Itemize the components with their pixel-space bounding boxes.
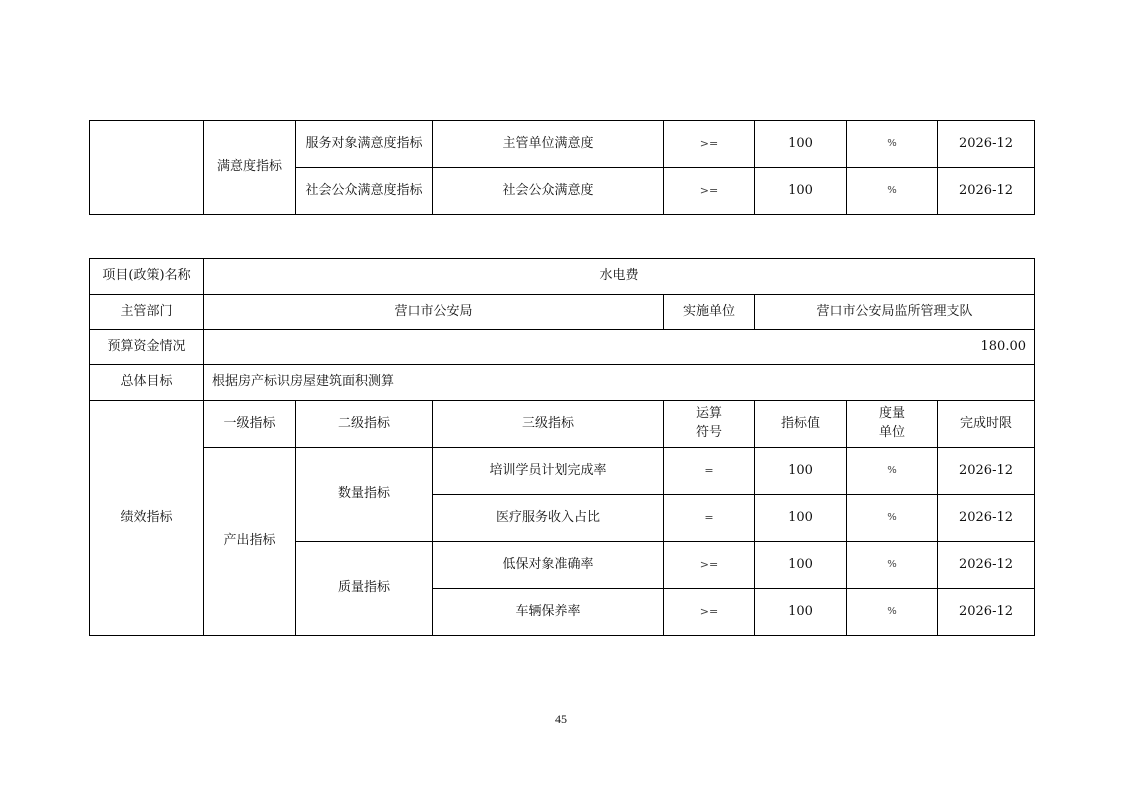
level2-indicator: 服务对象满意度指标 bbox=[296, 121, 433, 168]
satisfaction-indicator-table bbox=[89, 120, 1035, 215]
unit-cell: % bbox=[847, 168, 938, 215]
goal-value: 根据房产标识房屋建筑面积测算 bbox=[204, 365, 1035, 401]
value-cell: 100 bbox=[755, 448, 847, 495]
deadline-cell: 2026-12 bbox=[938, 168, 1035, 215]
operator-cell: >= bbox=[664, 168, 755, 215]
unit-cell: % bbox=[847, 542, 938, 589]
dept-label: 主管部门 bbox=[90, 295, 204, 330]
header-operator-line1: 运算 bbox=[695, 406, 722, 422]
operator-cell: >= bbox=[664, 589, 755, 636]
header-level3: 三级指标 bbox=[433, 401, 664, 448]
header-unit-line1: 度量 bbox=[878, 406, 905, 422]
level3-indicator: 医疗服务收入占比 bbox=[433, 495, 664, 542]
level2-indicator: 质量指标 bbox=[296, 542, 433, 636]
unit-cell: % bbox=[847, 448, 938, 495]
page-number: 45 bbox=[555, 712, 567, 726]
impl-unit-label: 实施单位 bbox=[664, 295, 755, 330]
project-name-label: 项目(政策)名称 bbox=[90, 259, 204, 295]
level3-indicator: 培训学员计划完成率 bbox=[433, 448, 664, 495]
header-unit-line2: 单位 bbox=[878, 425, 905, 440]
header-level1: 一级指标 bbox=[204, 401, 296, 448]
level3-indicator: 低保对象准确率 bbox=[433, 542, 664, 589]
deadline-cell: 2026-12 bbox=[938, 121, 1035, 168]
budget-value: 180.00 bbox=[204, 330, 1035, 365]
level2-indicator: 社会公众满意度指标 bbox=[296, 168, 433, 215]
budget-label: 预算资金情况 bbox=[90, 330, 204, 365]
performance-label: 绩效指标 bbox=[90, 401, 204, 636]
operator-cell: = bbox=[664, 495, 755, 542]
deadline-cell: 2026-12 bbox=[938, 495, 1035, 542]
project-performance-table bbox=[89, 258, 1035, 636]
level1-indicator: 满意度指标 bbox=[204, 121, 296, 215]
level1-indicator: 产出指标 bbox=[204, 448, 296, 636]
level3-indicator: 车辆保养率 bbox=[433, 589, 664, 636]
value-cell: 100 bbox=[755, 542, 847, 589]
header-deadline: 完成时限 bbox=[938, 401, 1035, 448]
dept-value: 营口市公安局 bbox=[204, 295, 664, 330]
value-cell: 100 bbox=[755, 121, 847, 168]
goal-label: 总体目标 bbox=[90, 365, 204, 401]
header-operator-line2: 符号 bbox=[695, 425, 722, 440]
operator-cell: >= bbox=[664, 542, 755, 589]
header-level2: 二级指标 bbox=[296, 401, 433, 448]
value-cell: 100 bbox=[755, 589, 847, 636]
project-name-value: 水电费 bbox=[204, 259, 1035, 295]
header-unit bbox=[847, 401, 938, 448]
operator-cell: = bbox=[664, 448, 755, 495]
impl-unit-value: 营口市公安局监所管理支队 bbox=[755, 295, 1035, 330]
header-operator bbox=[664, 401, 755, 448]
level2-indicator: 数量指标 bbox=[296, 448, 433, 542]
operator-cell: >= bbox=[664, 121, 755, 168]
blank-cell bbox=[90, 121, 204, 215]
level3-indicator: 主管单位满意度 bbox=[433, 121, 664, 168]
value-cell: 100 bbox=[755, 168, 847, 215]
value-cell: 100 bbox=[755, 495, 847, 542]
unit-cell: % bbox=[847, 589, 938, 636]
level3-indicator: 社会公众满意度 bbox=[433, 168, 664, 215]
deadline-cell: 2026-12 bbox=[938, 448, 1035, 495]
deadline-cell: 2026-12 bbox=[938, 542, 1035, 589]
deadline-cell: 2026-12 bbox=[938, 589, 1035, 636]
unit-cell: % bbox=[847, 121, 938, 168]
header-value: 指标值 bbox=[755, 401, 847, 448]
unit-cell: % bbox=[847, 495, 938, 542]
